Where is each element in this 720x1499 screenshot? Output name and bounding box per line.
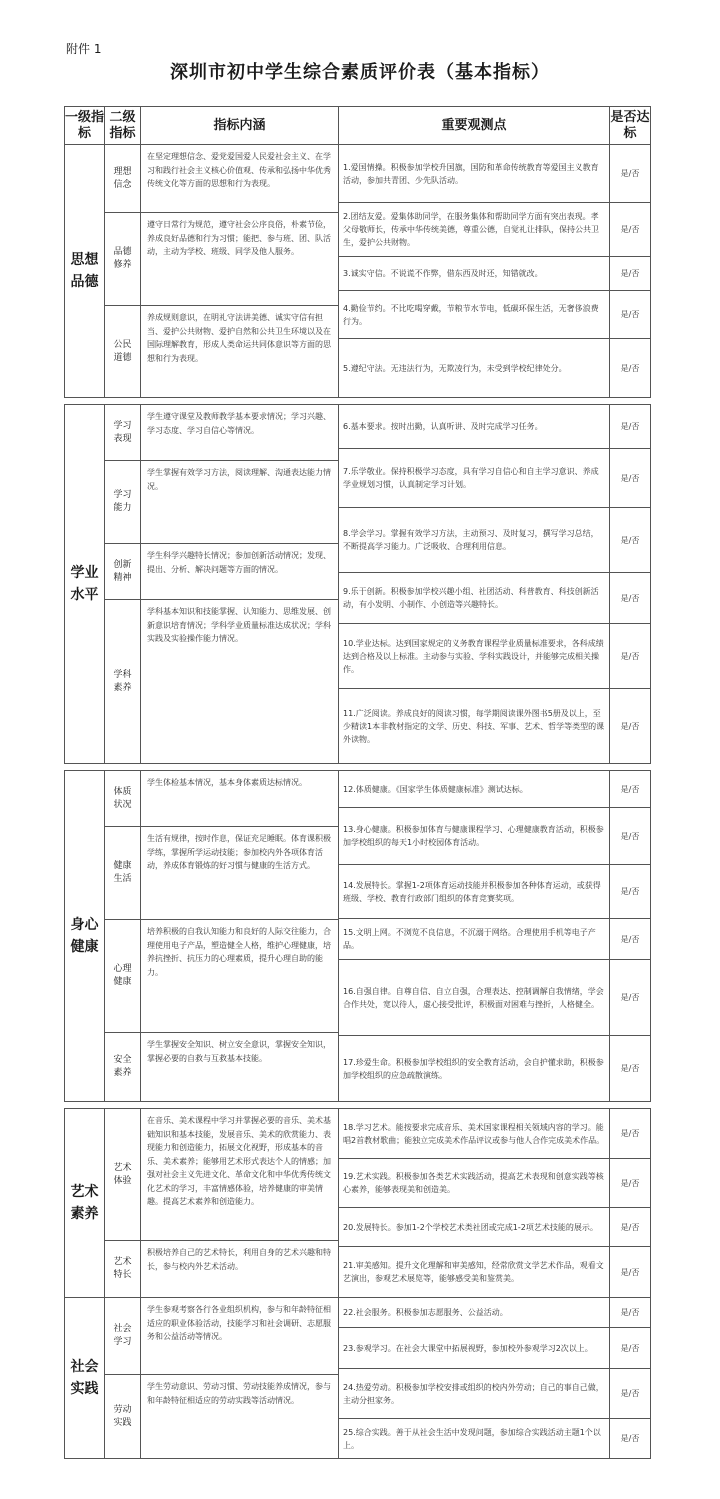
pass-checkbox[interactable]: 是/否 — [609, 1246, 651, 1298]
indicator-content: 培养积极的自我认知能力和良好的人际交往能力，合理使用电子产品，塑造健全人格，维护心理健康，培养抗挫折、抗压力的心理素质，提升心理自助的能力。 — [140, 919, 339, 1033]
observation-text: 25.综合实践。善于从社会生活中发现问题，参加综合实践活动主题1个以上。 — [343, 1427, 601, 1450]
pass-checkbox[interactable]: 是/否 — [609, 1418, 651, 1459]
level2-indicator-label: 学习表现 — [113, 420, 132, 444]
observation-text: 5.遵纪守法。无违法行为，无欺凌行为，未受到学校纪律处分。 — [343, 363, 567, 373]
pass-checkbox[interactable]: 是/否 — [609, 1035, 651, 1102]
observation-text: 20.发展特长。参加1-2个学校艺术类社团或完成1-2项艺术技能的展示。 — [343, 1222, 598, 1232]
level2-indicator-label: 健康生活 — [113, 861, 132, 884]
level2-indicator — [104, 543, 141, 600]
pass-checkbox[interactable]: 是/否 — [609, 1158, 651, 1208]
observation-text: 15.文明上网。不浏览不良信息，不沉溺于网络。合理使用手机等电子产品。 — [343, 928, 596, 950]
observation-point — [338, 1207, 610, 1247]
indicator-content: 生活有规律，按时作息，保证充足睡眠。体育课积极学练，掌握所学运动技能；参加校内外各项体育活动，养成体育锻炼的好习惯与健康的生活方式。 — [140, 826, 339, 920]
level1-indicator — [64, 1108, 105, 1298]
observation-point — [338, 404, 610, 449]
observation-point — [338, 1108, 610, 1159]
level2-indicator — [104, 305, 141, 398]
observation-point — [338, 507, 610, 573]
level2-indicator-label: 艺术体验 — [113, 1162, 132, 1186]
observation-text: 14.发展特长。掌握1-2项体育运动技能并积极参加各种体育运动，或获得班级、学校、教育行政部门组织的体育竞赛奖项。 — [343, 880, 601, 903]
level2-indicator-label: 创新精神 — [113, 559, 132, 583]
level1-indicator-label: 学业水平 — [70, 565, 99, 603]
observation-text: 12.体质健康。《国家学生体质健康标准》测试达标。 — [343, 784, 528, 794]
observation-text: 21.审美感知。提升文化理解和审美感知，经常欣赏文学艺术作品，观看文艺演出，参观艺术展览等，能够感受美和鉴赏美。 — [343, 1261, 604, 1283]
indicator-content: 学生参观考察各行各业组织机构，参与和年龄特征相适应的职业体验活动，技能学习和社会调研、志愿服务和公益活动等情况。 — [140, 1297, 339, 1375]
level2-indicator-label: 学科素养 — [113, 669, 132, 693]
header-level1: 一级指标 — [64, 106, 105, 145]
indicator-content: 养成规则意识，在明礼守法讲美德、诚实守信有担当、爱护公共财物、爱护自然和公共卫生环境以及在国际理解教育，形成人类命运共同体意识等方面的思想和行为表现。 — [140, 305, 339, 398]
observation-text: 24.热爱劳动。积极参加学校安排或组织的校内外劳动；自己的事自己做，主动分担家务。 — [343, 1382, 604, 1405]
level2-indicator-label: 社会学习 — [113, 1324, 132, 1347]
attachment-label: 附件 1 — [66, 42, 102, 56]
indicator-content: 在音乐、美术课程中学习并掌握必要的音乐、美术基础知识和基本技能，发展音乐、美术的欣赏能力、表现能力和创造能力，拓展文化视野，形成基本的音乐、美术素养；能够用艺术形式表达个人的情感；加强对社会主义先进文化、革命文化和中华优秀传统文化艺术的学习，丰富情感体验，培养健康的审美情趣。提高艺术素养和创造能力。 — [140, 1108, 339, 1241]
observation-text: 11.广泛阅读。养成良好的阅读习惯，每学期阅读课外图书5册及以上，至少精读1本非教材指定的文学、历史、科技、军事、艺术、哲学等类型的课外读物。 — [343, 708, 605, 744]
pass-checkbox[interactable]: 是/否 — [609, 144, 651, 203]
indicator-content: 学生掌握有效学习方法，阅读理解、沟通表达能力情况。 — [140, 460, 339, 544]
observation-point — [338, 770, 610, 808]
pass-checkbox[interactable]: 是/否 — [609, 572, 651, 624]
observation-text: 2.团结友爱。爱集体助同学，在服务集体和帮助同学方面有突出表现。孝父母敬师长，传承中华传统美德，尊重公德，自觉礼让排队，保持公共卫生，爱护公共财物。 — [343, 212, 599, 247]
observation-point — [338, 202, 610, 257]
pass-checkbox[interactable]: 是/否 — [609, 688, 651, 764]
indicator-content: 学生科学兴趣特长情况；参加创新活动情况；发现、提出、分析、解决问题等方面的情况。 — [140, 543, 339, 600]
observation-text: 4.勤俭节约。不比吃喝穿戴，节粮节水节电，低碳环保生活，无奢侈浪费行为。 — [343, 303, 599, 326]
observation-point — [338, 144, 610, 203]
observation-point — [338, 448, 610, 508]
pass-checkbox[interactable]: 是/否 — [609, 1108, 651, 1159]
observation-point — [338, 1418, 610, 1459]
indicator-content: 学生遵守课堂及教师教学基本要求情况；学习兴趣、学习态度、学习自信心等情况。 — [140, 404, 339, 461]
observation-point — [338, 290, 610, 339]
observation-text: 1.爱国情操。积极参加学校升国旗，国防和革命传统教育等爱国主义教育活动，参加共青团、少先队活动。 — [343, 162, 599, 185]
level2-indicator — [104, 1108, 141, 1241]
observation-point — [338, 1158, 610, 1208]
pass-checkbox[interactable]: 是/否 — [609, 918, 651, 960]
pass-checkbox[interactable]: 是/否 — [609, 1207, 651, 1247]
observation-point — [338, 807, 610, 865]
pass-checkbox[interactable]: 是/否 — [609, 770, 651, 808]
pass-checkbox[interactable]: 是/否 — [609, 1368, 651, 1419]
level2-indicator-label: 心理健康 — [113, 964, 132, 987]
level2-indicator — [104, 404, 141, 461]
level2-indicator-label: 劳动实践 — [113, 1404, 132, 1428]
observation-point — [338, 864, 610, 919]
level2-indicator-label: 安全素养 — [113, 1055, 132, 1078]
observation-text: 17.珍爱生命。积极参加学校组织的安全教育活动，会自护懂求助，积极参加学校组织的应急疏散演练。 — [343, 1057, 604, 1080]
indicator-content: 遵守日常行为规范，遵守社会公序良俗，朴素节俭，养成良好品德和行为习惯；能把、参与班、团、队活动，主动为学校、班级、同学及他人服务。 — [140, 212, 339, 306]
level1-indicator — [64, 770, 105, 1102]
observation-text: 7.乐学敬业。保持积极学习态度，具有学习自信心和自主学习意识、养成学业规划习惯，认真制定学习计划。 — [343, 467, 599, 489]
indicator-content: 学生体检基本情况，基本身体素质达标情况。 — [140, 770, 339, 827]
pass-checkbox[interactable]: 是/否 — [609, 448, 651, 508]
level2-indicator — [104, 770, 141, 827]
pass-checkbox[interactable]: 是/否 — [609, 959, 651, 1036]
pass-checkbox[interactable]: 是/否 — [609, 807, 651, 865]
observation-text: 16.自强自律。自尊自信、自立自强，合理表达、控制调解自我情绪，学会合作共处，宽以待人，虚心接受批评，积极面对困难与挫折，人格健全。 — [343, 986, 604, 1009]
level2-indicator — [104, 1297, 141, 1375]
pass-checkbox[interactable]: 是/否 — [609, 864, 651, 919]
observation-text: 19.艺术实践。积极参加各类艺术实践活动，提高艺术表现和创意实践等核心素养，能够表现美和创造美。 — [343, 1172, 604, 1194]
observation-point — [338, 338, 610, 398]
observation-point — [338, 623, 610, 689]
pass-checkbox[interactable]: 是/否 — [609, 623, 651, 689]
observation-text: 13.身心健康。积极参加体育与健康课程学习、心理健康教育活动，积极参加学校组织的每天1小时校园体育活动。 — [343, 825, 604, 847]
observation-text: 3.诚实守信。不说谎不作弊，借东西及时还，知错就改。 — [343, 269, 543, 278]
pass-checkbox[interactable]: 是/否 — [609, 1297, 651, 1328]
observation-point — [338, 1368, 610, 1419]
level1-indicator-label: 艺术素养 — [70, 1184, 99, 1222]
observation-text: 22.社会服务。积极参加志愿服务、公益活动。 — [343, 1308, 508, 1317]
observation-text: 6.基本要求。按时出勤，认真听讲、及时完成学习任务。 — [343, 422, 543, 431]
observation-point — [338, 256, 610, 291]
header-content: 指标内涵 — [140, 106, 339, 145]
level2-indicator — [104, 599, 141, 764]
level2-indicator — [104, 460, 141, 544]
observation-point — [338, 688, 610, 764]
level1-indicator-label: 身心健康 — [70, 917, 99, 955]
observation-point — [338, 959, 610, 1036]
pass-checkbox[interactable]: 是/否 — [609, 404, 651, 449]
level1-indicator-label: 社会实践 — [70, 1359, 99, 1397]
level1-indicator — [64, 1297, 105, 1459]
level2-indicator-label: 品德修养 — [113, 247, 132, 270]
observation-text: 9.乐于创新。积极参加学校兴趣小组、社团活动、科普教育、科技创新活动，有小发明、小制作、小创造等兴趣特长。 — [343, 587, 599, 609]
level2-indicator-label: 公民道德 — [113, 339, 132, 363]
level2-indicator — [104, 1240, 141, 1298]
pass-checkbox[interactable]: 是/否 — [609, 507, 651, 573]
level2-indicator — [104, 212, 141, 306]
pass-checkbox[interactable]: 是/否 — [609, 338, 651, 398]
observation-point — [338, 1246, 610, 1298]
indicator-content: 在坚定理想信念、爱党爱国爱人民爱社会主义、在学习和践行社会主义核心价值观、传承和弘扬中华优秀传统文化等方面的思想和行为表现。 — [140, 144, 339, 213]
level2-indicator-label: 学习能力 — [113, 490, 132, 513]
indicator-content: 学科基本知识和技能掌握、认知能力、思维发展、创新意识培育情况；学科学业质量标准达成状况；学科实践及实验操作能力情况。 — [140, 599, 339, 764]
level2-indicator-label: 艺术特长 — [113, 1257, 132, 1280]
pass-checkbox[interactable]: 是/否 — [609, 1327, 651, 1369]
level2-indicator — [104, 1032, 141, 1102]
header-pass: 是否达标 — [609, 106, 651, 145]
observation-point — [338, 1327, 610, 1369]
level2-indicator — [104, 1374, 141, 1459]
observation-text: 18.学习艺术。能按要求完成音乐、美术国家课程相关领域内容的学习。能唱2首教材歌曲；能独立完成美术作品评议或参与他人合作完成美术作品。 — [343, 1122, 605, 1145]
level1-indicator-label: 思想品德 — [70, 252, 99, 290]
pass-checkbox[interactable]: 是/否 — [609, 202, 651, 257]
observation-text: 8.学会学习。掌握有效学习方法，主动预习、及时复习，撰写学习总结，不断提高学习能力。广泛吸收、合理利用信息。 — [343, 529, 599, 551]
level1-indicator — [64, 404, 105, 764]
observation-point — [338, 1297, 610, 1328]
observation-point — [338, 918, 610, 960]
indicator-content: 积极培养自己的艺术特长，利用自身的艺术兴趣和特长，参与校内外艺术活动。 — [140, 1240, 339, 1298]
observation-point — [338, 1035, 610, 1102]
level2-indicator — [104, 144, 141, 213]
page-title: 深圳市初中学生综合素质评价表（基本指标） — [170, 62, 550, 83]
observation-text: 10.学业达标。达到国家规定的义务教育课程学业质量标准要求，各科成绩达到合格及以上标准。主动参与实验、学科实践设计，并能够完成相关操作。 — [343, 638, 604, 674]
indicator-content: 学生掌握安全知识、树立安全意识，掌握安全知识，掌握必要的自救与互救基本技能。 — [140, 1032, 339, 1102]
level2-indicator — [104, 826, 141, 920]
level2-indicator-label: 体质状况 — [113, 786, 132, 810]
pass-checkbox[interactable]: 是/否 — [609, 256, 651, 291]
level2-indicator-label: 理想信念 — [113, 166, 132, 190]
observation-point — [338, 572, 610, 624]
indicator-content: 学生劳动意识、劳动习惯、劳动技能养成情况，参与和年龄特征相适应的劳动实践等活动情况。 — [140, 1374, 339, 1459]
observation-text: 23.参观学习。在社会大课堂中拓展视野，参加校外参观学习2次以上。 — [343, 1343, 593, 1353]
level1-indicator — [64, 144, 105, 398]
level2-indicator — [104, 919, 141, 1033]
header-level2: 二级指标 — [104, 106, 141, 145]
header-observation: 重要观测点 — [338, 106, 610, 145]
pass-checkbox[interactable]: 是/否 — [609, 290, 651, 339]
